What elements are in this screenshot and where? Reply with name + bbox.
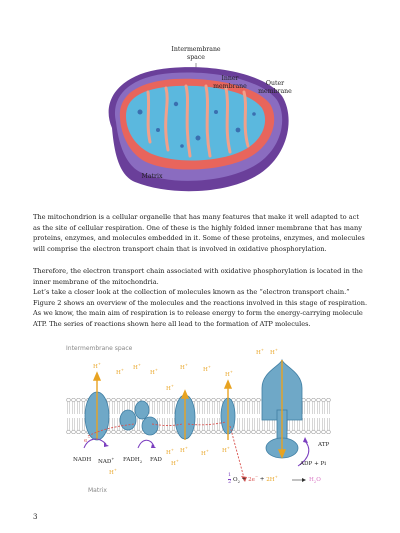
adp-pi-label: ADP + Pi [300,461,327,467]
label-outer-line2: membrane [258,88,292,95]
proton-ion [256,348,264,356]
nad-symbol: NAD [98,458,112,465]
proton-charge: + [260,348,264,352]
proton-charge: + [170,448,174,452]
water-subscript: 2 [313,480,317,485]
paragraph1-line: proteins, enzymes, and molecules embedded in it. Some of these proteins, enzymes, and molecules [33,234,365,243]
proton-charge: + [113,468,117,472]
proton-symbol: H [225,371,230,378]
proton-charge: + [120,368,124,372]
proton-term [266,474,278,483]
label-inner-line2: membrane [213,83,247,90]
proton-charge: + [207,365,211,369]
water-h: H [309,477,314,483]
plus-sign: + [241,476,247,483]
proton-ion [93,362,101,370]
plus-sign: + [259,476,265,483]
proton-symbol: H [180,447,185,454]
paragraph1-line: The mitochondrion is a cellular organelle that has many features that make it well adapted to act [33,213,359,221]
proton-ion [222,446,230,454]
label-intermembrane-space-fig2: Intermembrane space [66,345,133,352]
proton-charge: + [97,362,101,366]
electron-term [248,474,258,483]
proton-symbol: H [93,363,98,370]
oxygen-reduction-equation [228,473,278,485]
proton-charge: + [154,368,158,372]
label-outer-line1: Outer [265,80,285,87]
half-fraction [228,473,231,485]
proton-ion [201,449,209,457]
paragraph1-line: will comprise the electron transport chain that is involved in oxidative phosphorylation. [33,244,327,253]
nad-charge: + [111,457,115,461]
two-electrons-charge: − [254,474,258,479]
proton-ion [133,363,141,371]
proton-symbol: H [180,364,185,371]
proton-charge: + [274,348,278,352]
proton-charge: + [226,446,230,450]
label-intermembrane-line1: Intermembrane [171,46,221,53]
paragraph2-line: As we know, the main aim of respiration is to release energy to form the energy-carrying molecule [33,309,363,318]
proton-symbol: H [150,369,155,376]
proton-symbol: H [166,449,171,456]
nad-plus-label [98,457,114,465]
oxygen-subscript: 2 [237,479,240,484]
fadh2-label [123,457,142,464]
two-protons: 2H [266,476,275,483]
atp-label: ATP [318,442,330,448]
proton-ion [109,468,117,476]
label-inner-line1: Inner [221,75,239,82]
nadh-label: NADH [73,457,92,463]
label-matrix-fig2: Matrix [88,487,107,494]
label-intermembrane-line2: space [187,54,205,61]
paragraph1-line: as the site of cellular respiration. One of these is the highly folded inner membrane that has many [33,223,362,232]
proton-ion [116,368,124,376]
proton-symbol: H [201,450,206,457]
proton-symbol: H [109,469,114,476]
fad-label: FAD [150,457,162,463]
proton-symbol: H [171,460,176,467]
two-electrons: 2e [248,476,255,483]
proton-ion [150,368,158,376]
proton-symbol: H [222,447,227,454]
proton-symbol: H [133,364,138,371]
proton-ion [225,370,233,378]
proton-symbol: H [270,349,275,356]
proton-charge: + [184,446,188,450]
paragraph2-line: Figure 2 shows an overview of the molecules and the reactions involved in this stage of respiration. [33,298,368,307]
proton-ion [166,384,174,392]
water-o: O [316,477,321,483]
paragraph2-line: ATP. The series of reactions shown here all lead to the formation of ATP molecules. [33,319,311,328]
proton-ion [270,348,278,356]
proton-ion [171,459,179,467]
electron-label [84,436,90,444]
proton-charge: + [137,363,141,367]
proton-symbol: H [256,349,261,356]
proton-charge: + [205,449,209,453]
proton-charge: + [229,370,233,374]
paragraph2-line: Let’s take a closer look at the collection of molecules known as the “electron transport chain.” [33,288,350,297]
proton-ion [203,365,211,373]
fadh-subscript: 2 [139,460,143,465]
paragraph2-line: Therefore, the electron transport chain associated with oxidative phosphorylation is located in the [33,267,363,275]
label-matrix-text: Matrix [141,173,163,180]
proton-symbol: H [166,385,171,392]
paragraph2-line: inner membrane of the mitochondria. [33,277,159,286]
electron-charge: − [87,436,91,440]
proton-ion [180,446,188,454]
page-number: 3 [33,513,38,521]
proton-charge: + [175,459,179,463]
electron-symbol: e [84,437,88,444]
oxygen-term [233,477,240,483]
fraction-denominator: 2 [228,478,232,485]
two-protons-charge: + [274,474,278,479]
proton-charge: + [184,363,188,367]
proton-ion [180,363,188,371]
oxygen-symbol: O [232,476,238,483]
proton-ion [166,448,174,456]
fadh-symbol: FADH [123,457,140,463]
fraction-numerator: 1 [228,472,232,478]
water-label [309,477,321,484]
proton-symbol: H [203,366,208,373]
proton-symbol: H [116,369,121,376]
proton-charge: + [170,384,174,388]
